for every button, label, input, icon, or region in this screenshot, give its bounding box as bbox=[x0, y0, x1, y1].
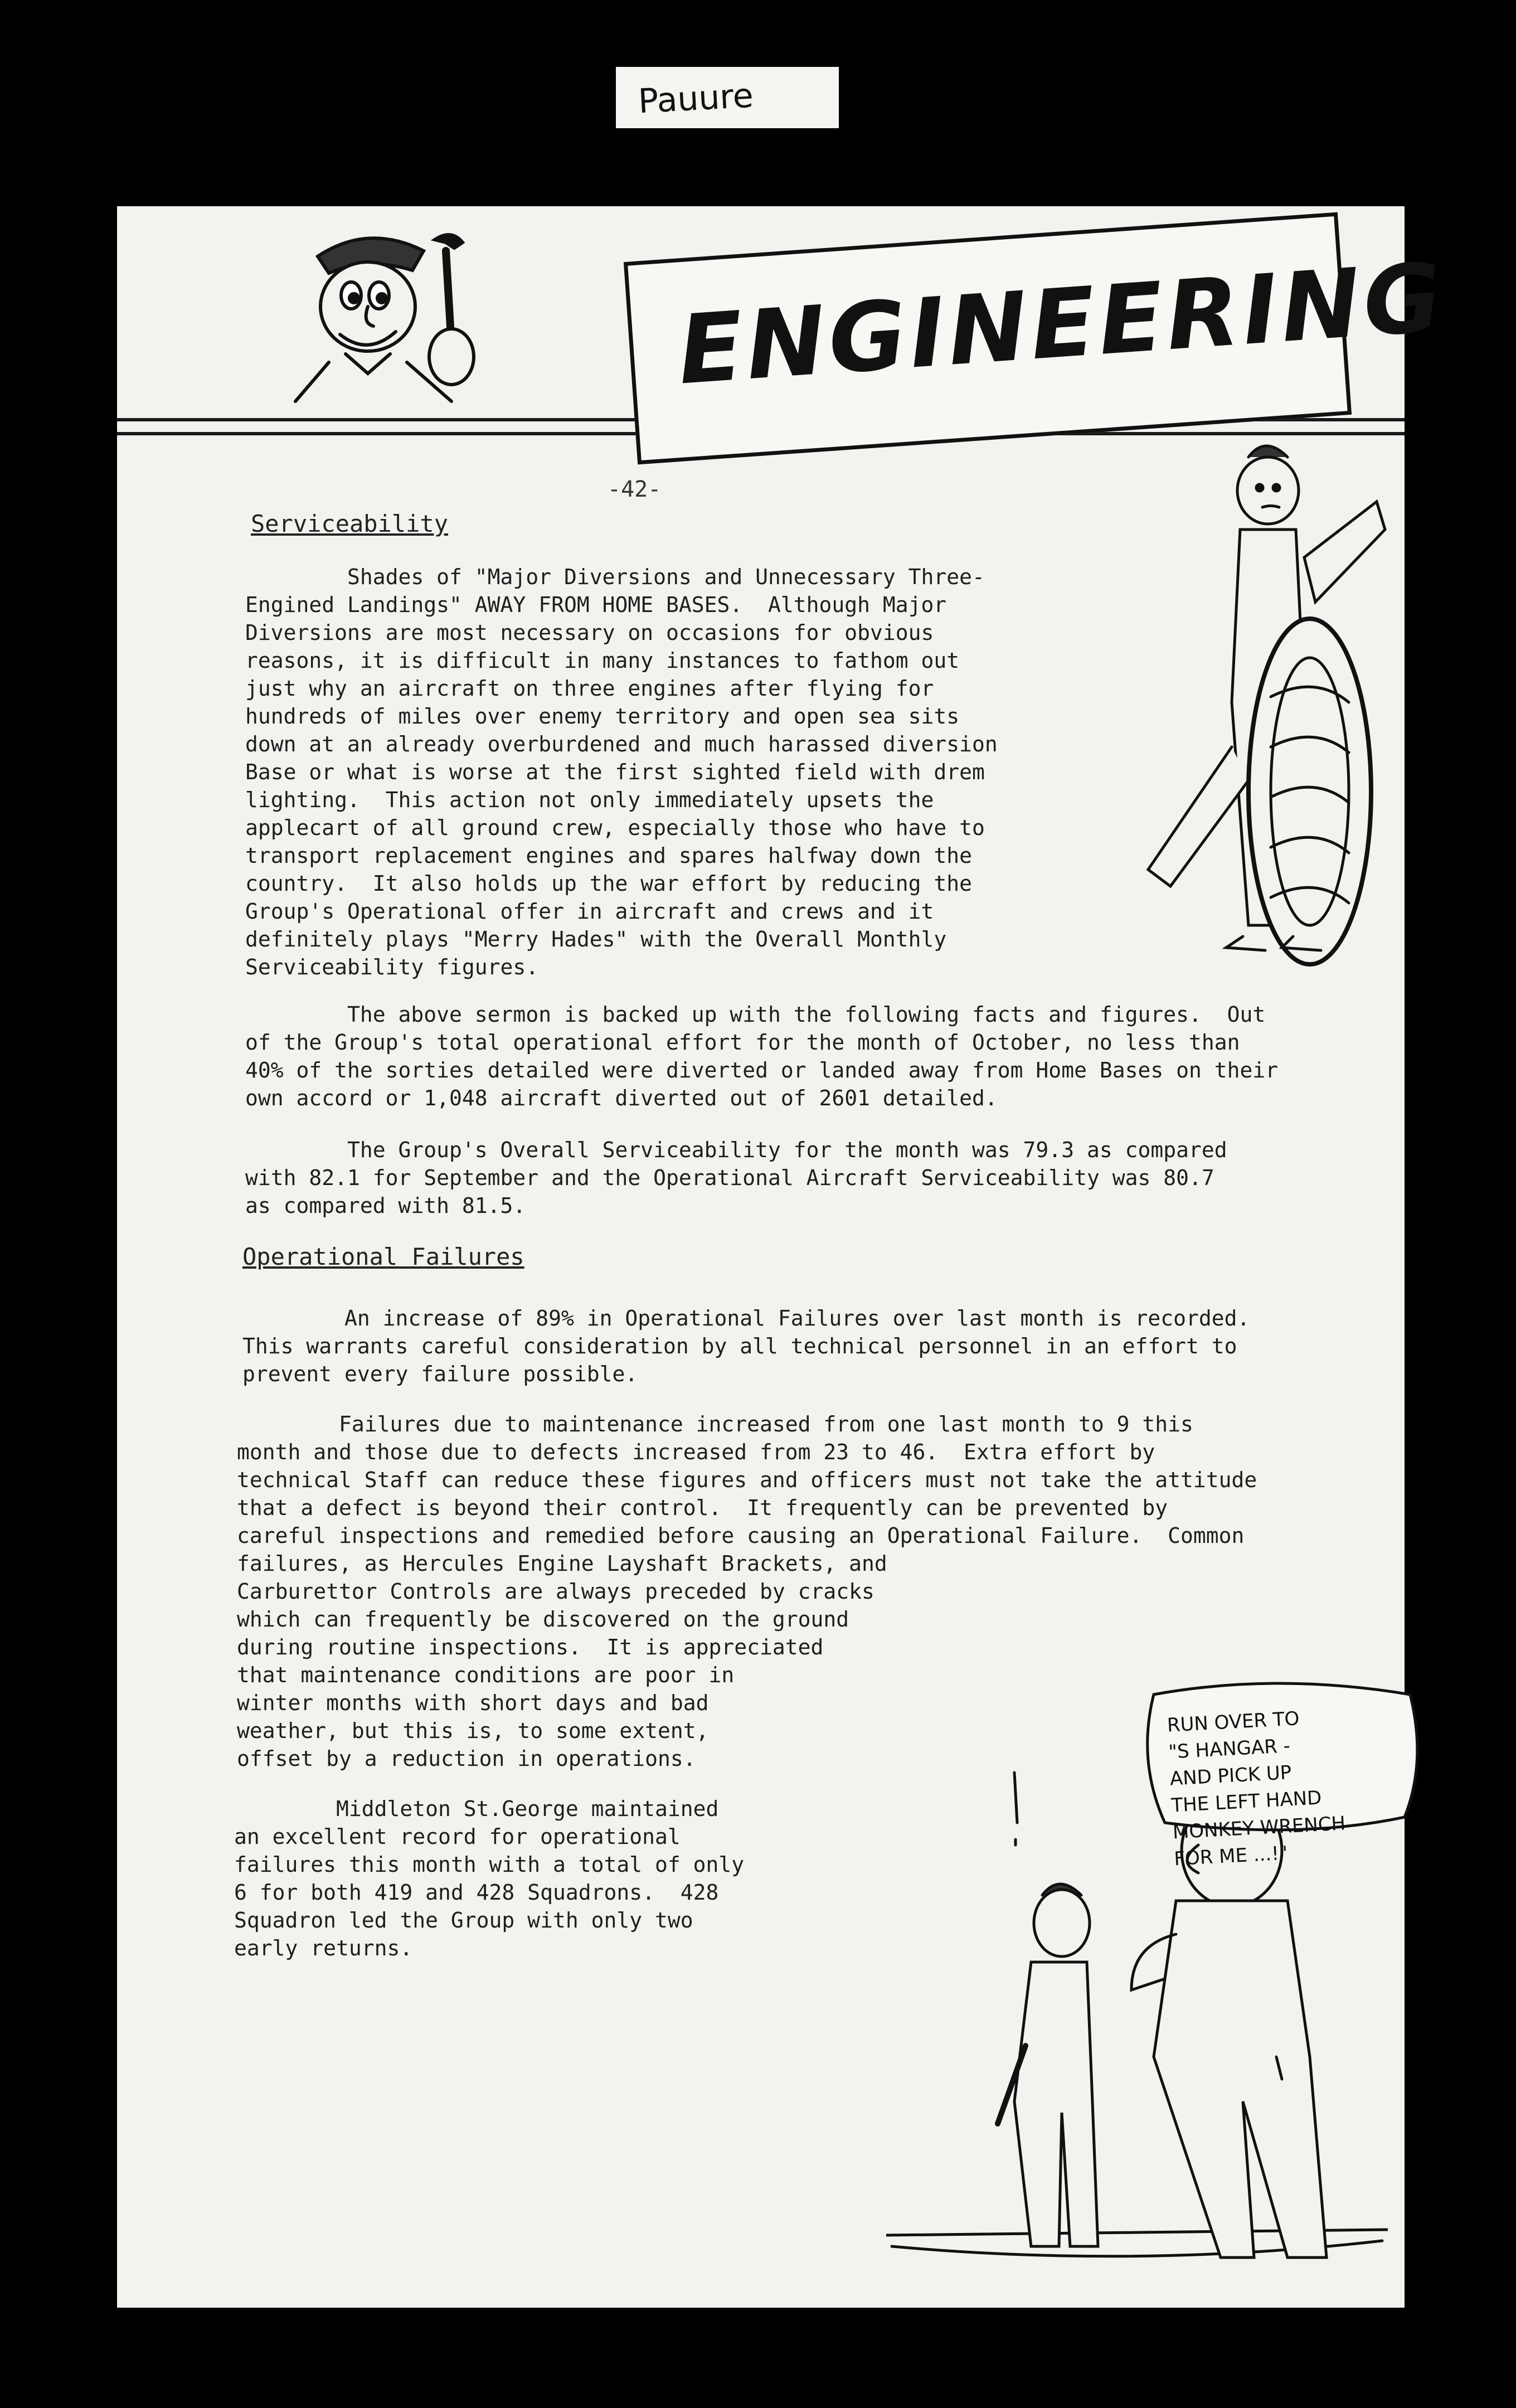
serviceability-paragraph-2: The above sermon is backed up with the following facts and figures. Out of the Group's total operational effort for the month of October, no less than 40% of the sorties detailed were diverted or landed away from Home Bases on their own accord or 1,048 aircraft diverted out of 2601 detailed. bbox=[245, 1002, 1279, 1110]
section-heading-operational-failures: Operational Failures bbox=[242, 1243, 524, 1270]
mechanic-wrench-illustration bbox=[284, 217, 518, 418]
section-heading-serviceability: Serviceability bbox=[251, 510, 449, 537]
operational-failures-paragraph-2: Failures due to maintenance increased from one last month to 9 this month and those due to defects increased from 23 to 46. Extra effort by technical Staff can reduce these figures and officers must not take the attitude that a defect is beyond their control. It frequently can be prevented by careful inspections and remedied before causing an Operational Failure. Common failures, as Hercules Engine Layshaft Brackets, and Carburettor Controls are always preceded by cracks which can frequently be discovered on the ground during routine inspections. It is appreciated that maintenance conditions are poor in winter months with short days and bad weather, but this is, to some extent, offset by a reduction in operations. bbox=[237, 1412, 1257, 1771]
speech-balloon-text: RUN OVER TO "S HANGAR - AND PICK UP THE LEFT HAND MONKEY WRENCH FOR ME ...!" bbox=[1166, 1707, 1347, 1871]
mechanic-propeller-illustration bbox=[1137, 435, 1393, 1059]
title-banner bbox=[624, 212, 1449, 465]
file-label-text: Pauure bbox=[637, 76, 755, 122]
operational-failures-paragraph-1: An increase of 89% in Operational Failures over last month is recorded. This warrants careful consideration by all technical personnel in an effort to prevent every failure possible. bbox=[242, 1306, 1250, 1386]
page-number: -42- bbox=[608, 477, 662, 502]
serviceability-paragraph-1: Shades of "Major Diversions and Unnecessary Three- Engined Landings" AWAY FROM HOME BASES. Although Major Diversions are most necessary on occasions for obvious reasons, it is difficult in many instances to fathom out just why an aircraft on three engines after flying for hundreds of miles over enemy territory and open sea sits down at an already overburdened and much harassed diversion Base or what is worse at the first sighted field with drem lighting. This action not only immediately upsets the applecart of all ground crew, especially those who have to transport replacement engines and spares halfway down the country. It also holds up the war effort by reducing the Group's Operational offer in aircraft and crews and it definitely plays "Merry Hades" with the Overall Monthly Serviceability figures. bbox=[245, 565, 998, 979]
file-label-card bbox=[616, 67, 839, 128]
operational-failures-paragraph-3: Middleton St.George maintained an excellent record for operational failures this month with a total of only 6 for both 419 and 428 Squadrons. 428 Squadron led the Group with only two early returns. bbox=[234, 1797, 745, 1960]
page-title: ENGINEERING bbox=[674, 242, 1449, 406]
serviceability-paragraph-3: The Group's Overall Serviceability for the month was 79.3 as compared with 82.1 for September and the Operational Aircraft Serviceability was 80.7 as compared with 81.5. bbox=[245, 1138, 1227, 1218]
document-page bbox=[117, 206, 1449, 2308]
